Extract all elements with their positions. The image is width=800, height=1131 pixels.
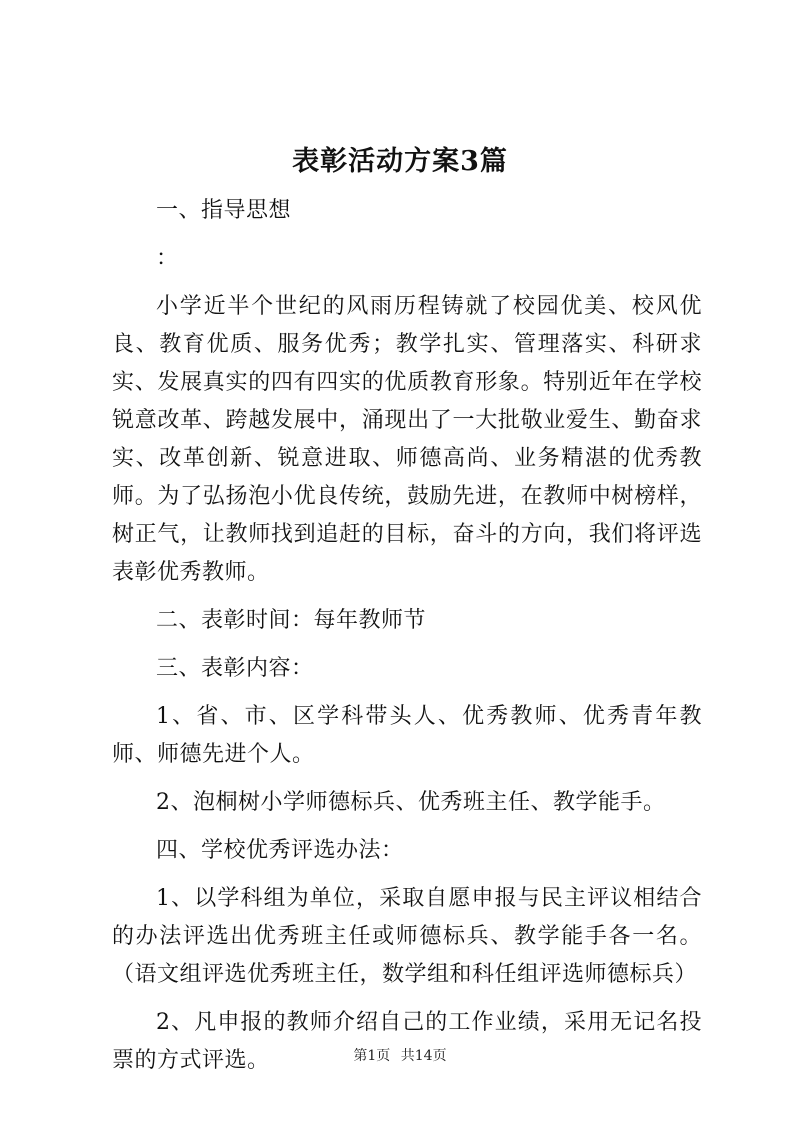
colon-line: ： xyxy=(156,246,179,271)
document-title: 表彰活动方案3篇 xyxy=(292,146,508,177)
intro-paragraph: 小学近半个世纪的风雨历程铸就了校园优美、校风优良、教育优质、服务优秀；教学扎实、管理落实、科研求实、发展真实的四有四实的优质教育形象。特别近年在学校锐意改革、跨越发展中，涌现出了一大批敬业爱生、勤奋求实、改革创新、锐意进取、师德高尚、业务精湛的优秀教师。为了弘扬泡小优良传统，鼓励先进，在教师中树榜样，树正气，让教师找到追赶的目标，奋斗的方向，我们将评选表彰优秀教师。 xyxy=(112,294,702,585)
total-pages: 共14页 xyxy=(400,1048,447,1064)
section-heading-commendation-content: 三、表彰内容： xyxy=(156,656,314,681)
document-body xyxy=(112,192,702,1090)
method-item-1: 1、以学科组为单位，采取自愿申报与民主评议相结合的办法评选出优秀班主任或师德标兵、教学能手各一名。（语文组评选优秀班主任，数学组和科任组评选师德标兵） xyxy=(112,886,702,987)
page-number: 第1页 xyxy=(353,1048,391,1064)
content-item-1: 1、省、市、区学科带头人、优秀教师、优秀青年教师、师德先进个人。 xyxy=(112,704,702,767)
page-footer xyxy=(0,1046,800,1066)
section-heading-guiding-thought: 一、指导思想 xyxy=(156,198,292,223)
section-heading-selection-method: 四、学校优秀评选办法： xyxy=(156,838,404,863)
content-item-2: 2、泡桐树小学师德标兵、优秀班主任、教学能手。 xyxy=(156,790,666,815)
section-heading-commendation-time: 二、表彰时间：每年教师节 xyxy=(156,608,427,633)
method-item-2: 2、凡申报的教师介绍自己的工作业绩，采用无记名投票的方式评选。 xyxy=(112,1010,702,1073)
